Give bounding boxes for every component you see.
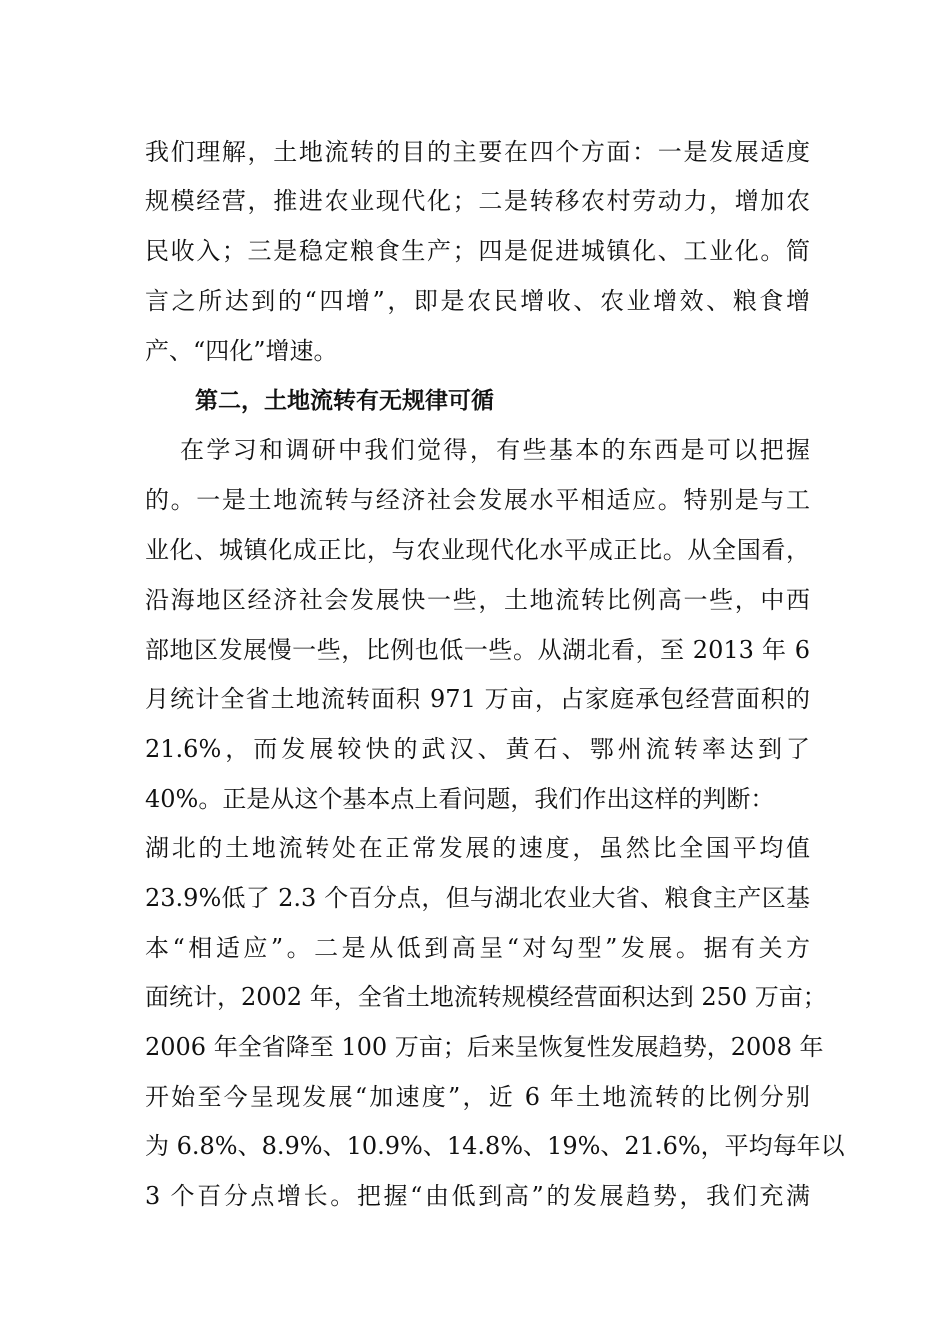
paragraph-1-line-1: 我们理解，土地流转的目的主要在四个方面：一是发展适度 — [145, 138, 810, 166]
paragraph-2-line-5: 部地区发展慢一些，比例也低一些。从湖北看，至 2013 年 6 — [145, 636, 810, 664]
paragraph-2-line-12: 面统计，2002 年，全省土地流转规模经营面积达到 250 万亩； — [145, 983, 827, 1011]
paragraph-1-line-2: 规模经营，推进农业现代化；二是转移农村劳动力，增加农 — [145, 187, 810, 215]
paragraph-2-line-7: 21.6%，而发展较快的武汉、黄石、鄂州流转率达到了 — [145, 735, 810, 763]
paragraph-1-line-5: 产、“四化”增速。 — [145, 337, 338, 365]
paragraph-2-line-9: 湖北的土地流转处在正常发展的速度，虽然比全国平均值 — [145, 834, 810, 862]
document-body — [145, 0, 845, 1344]
paragraph-1-line-3: 民收入；三是稳定粮食生产；四是促进城镇化、工业化。简 — [145, 237, 810, 265]
paragraph-2-line-10: 23.9%低了 2.3 个百分点，但与湖北农业大省、粮食主产区基 — [145, 884, 810, 912]
paragraph-2-line-1: 在学习和调研中我们觉得，有些基本的东西是可以把握 — [180, 436, 810, 464]
paragraph-2-line-14: 开始至今呈现发展“加速度”，近 6 年土地流转的比例分别 — [145, 1083, 810, 1111]
paragraph-2-line-8: 40%。正是从这个基本点上看问题，我们作出这样的判断： — [145, 785, 775, 813]
paragraph-2-line-15: 为 6.8%、8.9%、10.9%、14.8%、19%、21.6%，平均每年以 — [145, 1132, 845, 1160]
paragraph-2-line-4: 沿海地区经济社会发展快一些，土地流转比例高一些，中西 — [145, 586, 810, 614]
paragraph-2-line-11: 本“相适应”。二是从低到高呈“对勾型”发展。据有关方 — [145, 934, 810, 962]
paragraph-2-line-2: 的。一是土地流转与经济社会发展水平相适应。特别是与工 — [145, 486, 810, 514]
paragraph-2-line-3: 业化、城镇化成正比，与农业现代化水平成正比。从全国看， — [145, 536, 810, 564]
paragraph-1-line-4: 言之所达到的“四增”，即是农民增收、农业增效、粮食增 — [145, 287, 810, 315]
paragraph-2-line-16: 3 个百分点增长。把握“由低到高”的发展趋势，我们充满 — [145, 1182, 810, 1210]
section-heading: 第二，土地流转有无规律可循 — [195, 388, 494, 414]
paragraph-2-line-6: 月统计全省土地流转面积 971 万亩，占家庭承包经营面积的 — [145, 685, 810, 713]
paragraph-2-line-13: 2006 年全省降至 100 万亩；后来呈恢复性发展趋势，2008 年 — [145, 1033, 824, 1061]
